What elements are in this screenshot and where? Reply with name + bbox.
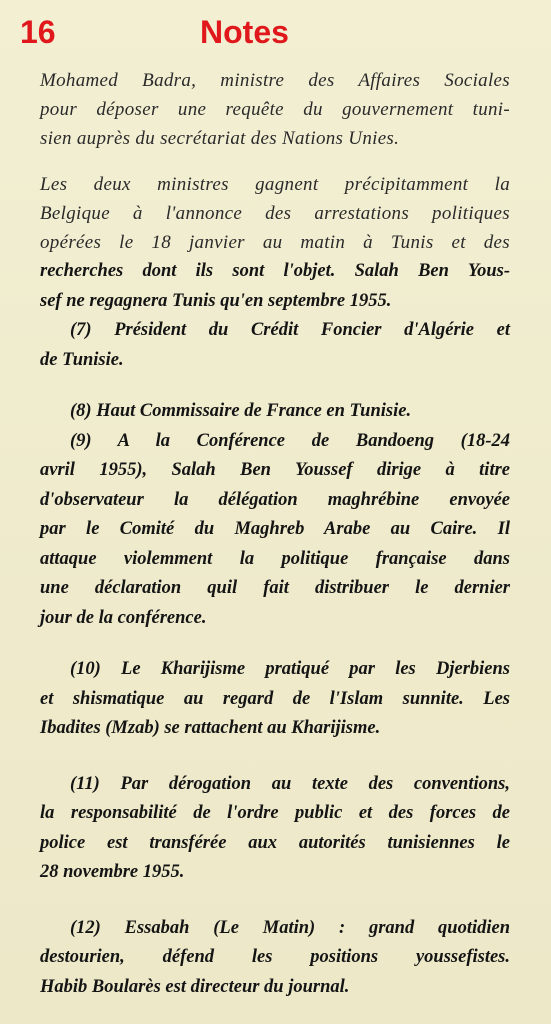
section-title: Notes [200, 13, 289, 50]
text-line: pour déposer une requête du gouvernement tuni- [40, 99, 510, 120]
page-header [20, 10, 289, 54]
text-line: (12) Essabah (Le Matin) : grand quotidien [70, 917, 510, 938]
note-7 [40, 316, 510, 375]
note-continuation-ministers [40, 170, 510, 257]
note-9 [40, 427, 510, 634]
note-8 [40, 397, 510, 427]
note-continuation-ben-youssef [40, 257, 510, 316]
text-line: de Tunisie. [40, 349, 124, 370]
notes-body [40, 66, 510, 1002]
note-continuation-badra [40, 66, 510, 153]
text-line: opérées le 18 janvier au matin à Tunis et des [40, 232, 510, 253]
text-line: 28 novembre 1955. [40, 862, 185, 882]
text-line: (10) Le Kharijisme pratiqué par les Djerbiens [70, 659, 510, 679]
text-line: (7) Président du Crédit Foncier d'Algérie et [70, 320, 510, 340]
text-line: la responsabilité de l'ordre public et des forces de [40, 803, 510, 823]
text-line: recherches dont ils sont l'objet. Salah Ben Yous- [40, 261, 510, 281]
text-line: avril 1955), Salah Ben Youssef dirige à titre [40, 460, 510, 480]
text-line: jour de la conférence. [40, 607, 207, 628]
text-line: Mohamed Badra, ministre des Affaires Sociales [40, 70, 510, 91]
text-line: par le Comité du Maghreb Arabe au Caire. Il [40, 519, 510, 539]
text-line: destourien, défend les positions youssefistes. [40, 947, 510, 967]
page-number: 16 [20, 13, 56, 50]
text-line: attaque violemment la politique française dans [40, 548, 510, 569]
text-line: et shismatique au regard de l'Islam sunnite. Les [40, 688, 510, 709]
text-line: d'observateur la délégation maghrébine envoyée [40, 489, 510, 510]
text-line: (9) A la Conférence de Bandoeng (18-24 [70, 430, 510, 451]
text-line: police est transférée aux autorités tunisiennes le [40, 832, 510, 853]
text-line: sien auprès du secrétariat des Nations Unies. [40, 128, 400, 149]
note-11 [40, 770, 510, 888]
text-line: Les deux ministres gagnent précipitamment la [40, 174, 510, 195]
text-line: Belgique à l'annonce des arrestations politiques [40, 203, 510, 224]
text-line: une déclaration quil fait distribuer le dernier [40, 578, 510, 598]
text-line: Ibadites (Mzab) se rattachent au Kharijisme. [40, 718, 381, 738]
note-10 [40, 655, 510, 744]
text-line: (11) Par dérogation au texte des conventions, [70, 773, 510, 794]
note-12 [40, 914, 510, 1003]
text-line: sef ne regagnera Tunis qu'en septembre 1955. [40, 290, 392, 311]
text-line: (8) Haut Commissaire de France en Tunisie. [70, 401, 412, 421]
text-line: Habib Boularès est directeur du journal. [40, 976, 350, 997]
